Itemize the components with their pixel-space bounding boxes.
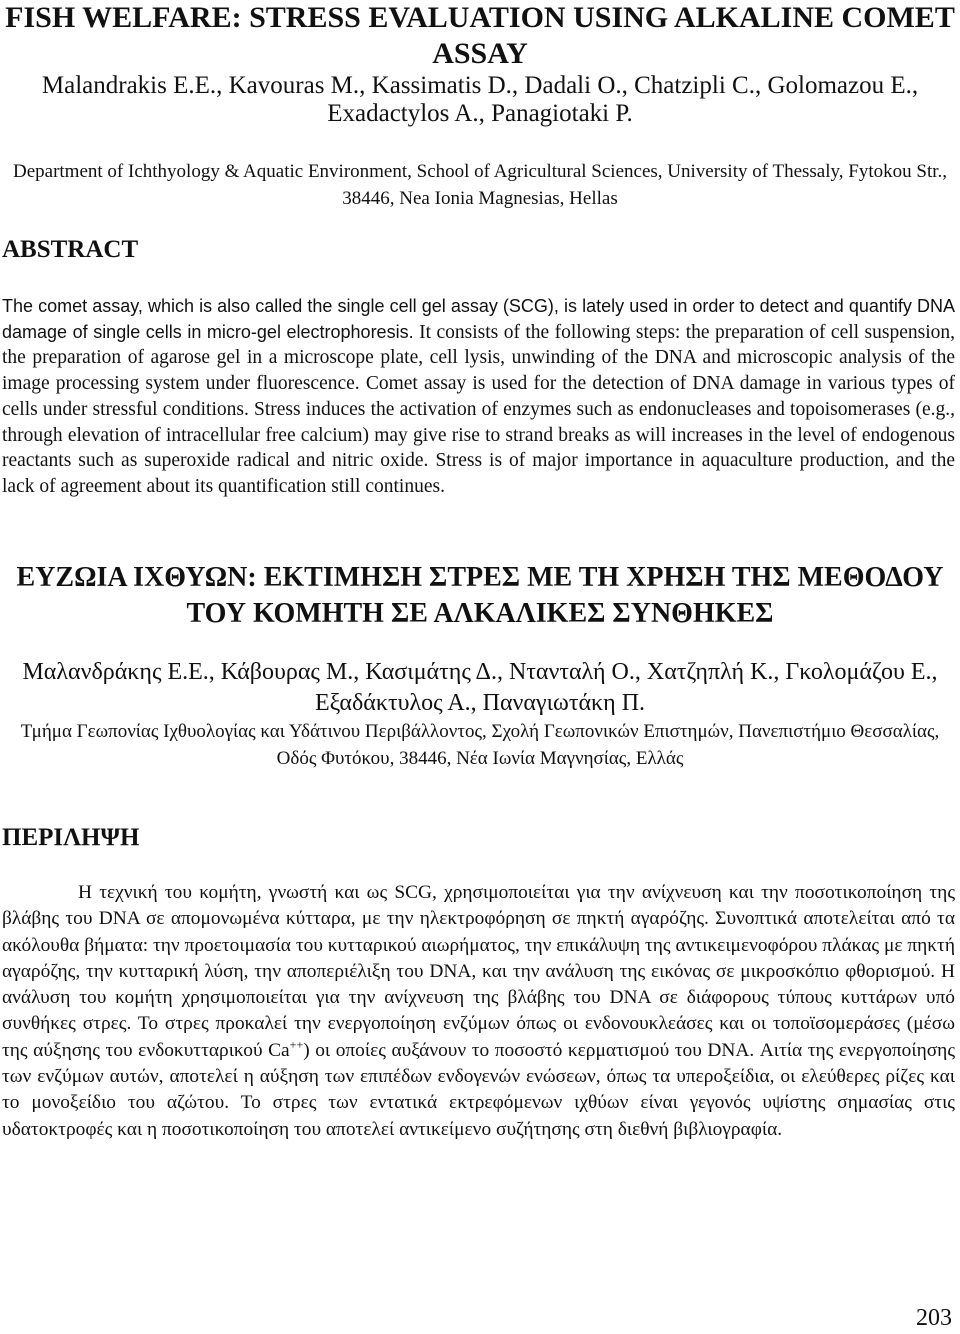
perilipsi-text-part-2: ) οι οποίες αυξάνουν το ποσοστό κερματισμού του DNA. Αιτία της ενεργοποίησης των ενζύμων αυτών, αποτελεί η αύξηση των επιπέδων ενδογενών ενώσεων, όπως τα υπεροξείδια, οι ελεύθερες ρίζες και το μονοξείδιο του αζώτου. Το στρες των εντατικά εκτρεφόμενων ιχθύων είναι γεγονός υψίστης σημασίας στις υδατοκτροφές και η ποσοτικοποίηση του αποτελεί αντικείμενο συζήτησης στη διεθνή βιβλιογραφία. [2,1039,955,1140]
abstract-text-part-1: The comet assay, which is also called the single cell gel assay (SCG), is lately used in order to detect and quantify DNA damage of single cells in micro-gel electrophoresis. [2,296,955,342]
perilipsi-paragraph [2,880,955,1143]
paper-title-english: FISH WELFARE: STRESS EVALUATION USING ALKALINE COMET ASSAY [5,1,955,70]
affiliation-greek: Τμήμα Γεωπονίας Ιχθυολογίας και Υδάτινου Περιβάλλοντος, Σχολή Γεωπονικών Επιστημών, Πανεπιστήμιο Θεσσαλίας, Οδός Φυτόκου, 38446, Νέα Ιωνία Μαγνησίας, Ελλάς [20,721,940,769]
page-number: 203 [916,1305,952,1331]
author-list-greek: Μαλανδράκης Ε.Ε., Κάβουρας Μ., Κασιμάτης Δ., Ντανταλή Ο., Χατζηπλή Κ., Γκολομάζου Ε., Εξαδάκτυλος Α., Παναγιωτάκη Π. [22,659,938,716]
author-list-english: Malandrakis E.E., Kavouras M., Kassimatis D., Dadali O., Chatzipli C., Golomazou E., Exadactylos A., Panagiotaki P. [41,72,919,127]
perilipsi-heading: ΠΕΡΙΛΗΨΗ [2,824,140,851]
abstract-heading: ABSTRACT [2,236,139,263]
abstract-text-part-2: It consists of the following steps: the preparation of cell suspension, the preparation of agarose gel in a microscope plate, cell lysis, unwinding of the DNA and microscopic analysis of the image processing system under fluorescence. Comet assay is used for the detection of DNA damage in various types of cells under stressful conditions. Stress induces the activation of enzymes such as endonucleases and topoisomerases (e.g., through elevation of intracellular free calcium) may give rise to strand breaks as will increases in the level of endogenous reactants such as superoxide radical and nitric oxide. Stress is of major importance in aquaculture production, and the lack of agreement about its quantification still continues. [2,321,955,497]
paper-title-greek: ΕΥΖΩΙΑ ΙΧΘΥΩΝ: ΕΚΤΙΜΗΣΗ ΣΤΡΕΣ ΜΕ ΤΗ ΧΡΗΣΗ ΤΗΣ ΜΕΘΟΔΟΥ ΤΟΥ ΚΟΜΗΤΗ ΣΕ ΑΛΚΑΛΙΚΕΣ ΣΥΝΘΗΚΕΣ [16,562,944,629]
affiliation-english: Department of Ichthyology & Aquatic Environment, School of Agricultural Sciences, University of Thessaly, Fytokou Str., 38446, Nea Ionia Magnesias, Hellas [12,161,947,209]
perilipsi-text-part-1: Η τεχνική του κομήτη, γνωστή και ως SCG, χρησιμοποιείται για την ανίχνευση και την ποσοτικοποίηση της βλάβης του DNA σε απομονωμένα κύτταρα, με την ηλεκτροφόρηση σε πηκτή αγαρόζης. Συνοπτικά αποτελείται από τα ακόλουθα βήματα: την προετοιμασία του κυτταρικού αιωρήματος, την επικάλυψη της αντικειμενοφόρου πλάκας με πηκτή αγαρόζης, την κυτταρική λύση, την αποπεριέλιξη του DNA, και την ανάλυση της εικόνας σε μικροσκόπιο φθορισμού. Η ανάλυση του κομήτη χρησιμοποιείται για την ανίχνευση της βλάβης του DNA σε διάφορους τύπους κυττάρων υπό συνθήκες στρες. Το στρες προκαλεί την ενεργοποίηση ενζύμων όπως οι ενδονουκλεάσες και οι τοποϊσομεράσες (μέσω της αύξησης του ενδοκυτταρικού Ca [2,882,955,1061]
calcium-superscript: ++ [289,1037,304,1052]
abstract-paragraph [2,294,955,500]
